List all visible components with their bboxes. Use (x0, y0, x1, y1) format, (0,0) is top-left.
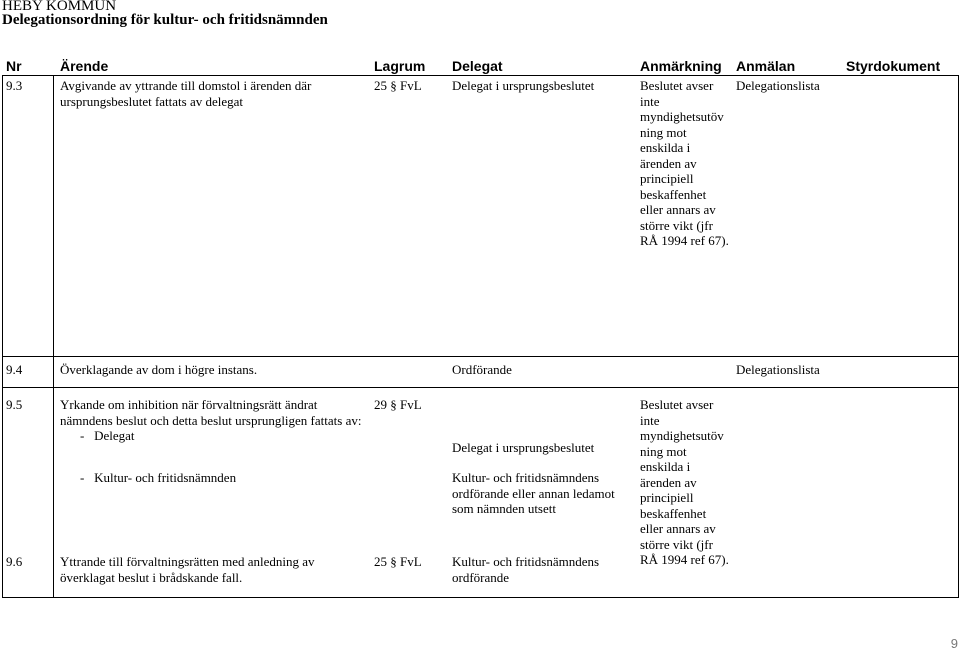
row-delegat: Delegat i ursprungsbeslutet (452, 78, 595, 93)
list-item: - Kultur- och fritidsnämnden (80, 470, 237, 485)
document-title: Delegationsordning för kultur- och fritidsnämnden (2, 12, 328, 28)
row-delegat: Kultur- och fritidsnämndens ordförande eller annan ledamot som nämnden utsett (452, 470, 615, 516)
page-number: 9 (950, 636, 958, 651)
col-header-anmarkning: Anmärkning (640, 58, 722, 74)
row-anmalan: Delegationslista (736, 362, 820, 377)
col-header-anmalan: Anmälan (736, 58, 796, 74)
row-lagrum: 25 § FvL (374, 78, 422, 93)
row-anmalan: Delegationslista (736, 78, 820, 93)
row-nr: 9.4 (6, 362, 23, 377)
row-lagrum: 29 § FvL (374, 397, 422, 412)
row-anmarkning: Beslutet avser inte myndighetsutöv ning mot enskilda i ärenden av principiell beskaffenhet eller annars av större vikt (jfr RÅ 1994 ref 67). (640, 78, 729, 248)
row-nr: 9.5 (6, 397, 23, 412)
row-nr: 9.3 (6, 78, 23, 93)
row-delegat: Ordförande (452, 362, 512, 377)
row-delegat: Delegat i ursprungsbeslutet (452, 440, 595, 455)
row-arende: Avgivande av yttrande till domstol i ärenden där ursprungsbeslutet fattats av delegat (60, 78, 312, 109)
row-nr: 9.6 (6, 554, 23, 569)
list-item: - Delegat (80, 428, 135, 443)
row-arende: Överklagande av dom i högre instans. (60, 362, 258, 377)
col-header-lagrum: Lagrum (374, 58, 426, 74)
col-header-arende: Ärende (60, 58, 109, 74)
row-anmarkning: Beslutet avser inte myndighetsutöv ning mot enskilda i ärenden av principiell beskaffenhet eller annars av större vikt (jfr RÅ 1994 ref 67). (640, 397, 729, 567)
col-header-nr: Nr (6, 58, 22, 74)
row-delegat: Kultur- och fritidsnämndens ordförande (452, 554, 600, 585)
row-arende: Yrkande om inhibition när förvaltningsrätt ändrat nämndens beslut och detta beslut ursprungligen fattats av: (60, 397, 362, 428)
col-header-delegat: Delegat (452, 58, 503, 74)
org-name: HEBY KOMMUN (2, 0, 117, 14)
col-header-styrdokument: Styrdokument (846, 58, 941, 74)
row-arende: Yttrande till förvaltningsrätten med anledning av överklagat beslut i brådskande fall. (60, 554, 315, 585)
row-lagrum: 25 § FvL (374, 554, 422, 569)
